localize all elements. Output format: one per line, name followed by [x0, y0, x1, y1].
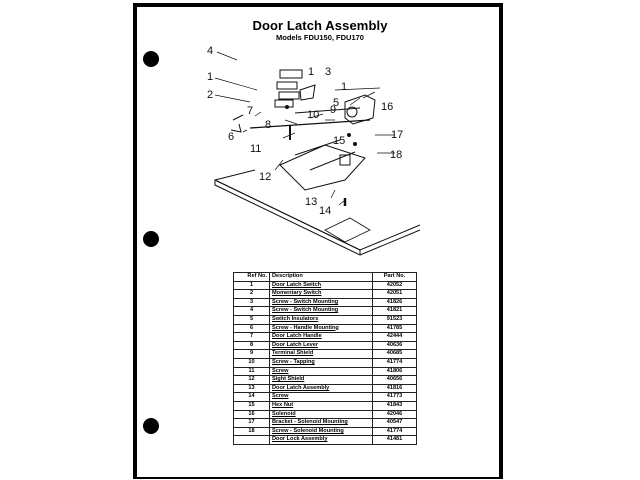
part-no-cell: 42052: [373, 281, 417, 290]
switch-part: [275, 100, 293, 107]
callout-1: 1: [308, 66, 315, 78]
table-row: [234, 419, 417, 428]
base-plate-outline: [215, 180, 420, 250]
callout-8: 8: [265, 119, 272, 131]
ref-no-cell: 8: [234, 341, 270, 350]
callout-13: 13: [305, 196, 318, 208]
part-no-cell: 42051: [373, 290, 417, 299]
terminal-shield: [295, 108, 360, 113]
page-subtitle: Models FDU150, FDU170: [276, 33, 364, 42]
description-cell: Terminal Shield: [270, 350, 373, 359]
table-row: [234, 315, 417, 324]
description-cell: Switch Insulators: [270, 315, 373, 324]
part-no-cell: 41826: [373, 298, 417, 307]
part-no-cell: 41843: [373, 401, 417, 410]
table-row: [234, 324, 417, 333]
ref-no-cell: 13: [234, 384, 270, 393]
ref-no-cell: 14: [234, 393, 270, 402]
description-cell: Screw - Solenoid Mounting: [270, 427, 373, 436]
ref-no-cell: 12: [234, 376, 270, 385]
ref-no-cell: 6: [234, 324, 270, 333]
table-header-row: [234, 273, 417, 282]
table-row: [234, 358, 417, 367]
latch-handle: [231, 115, 243, 132]
switch-part: [280, 70, 302, 78]
ref-no-cell: [234, 436, 270, 445]
header-description: Description: [270, 273, 373, 282]
description-cell: Door Latch Switch: [270, 281, 373, 290]
part-no-cell: 41773: [373, 393, 417, 402]
header-ref-no: Ref No.: [234, 273, 270, 282]
ref-no-cell: 3: [234, 298, 270, 307]
binder-hole: [143, 231, 159, 247]
ref-no-cell: 5: [234, 315, 270, 324]
description-cell: Door Lock Assembly: [270, 436, 373, 445]
part-no-cell: 41785: [373, 324, 417, 333]
ref-no-cell: 11: [234, 367, 270, 376]
ref-no-cell: 17: [234, 419, 270, 428]
ref-no-cell: 16: [234, 410, 270, 419]
callout-14: 14: [319, 205, 332, 217]
ref-no-cell: 10: [234, 358, 270, 367]
page-title: Door Latch Assembly: [252, 18, 388, 33]
callout-12: 12: [259, 171, 272, 183]
ref-no-cell: 9: [234, 350, 270, 359]
ref-no-cell: 7: [234, 333, 270, 342]
part-no-cell: 40547: [373, 419, 417, 428]
parts-table: [233, 272, 417, 445]
switch-part: [277, 82, 297, 89]
part-no-cell: 40636: [373, 341, 417, 350]
description-cell: Momentary Switch: [270, 290, 373, 299]
callout-1: 1: [207, 71, 214, 83]
description-cell: Screw - Handle Mounting: [270, 324, 373, 333]
part-no-cell: 91523: [373, 315, 417, 324]
description-cell: Sight Shield: [270, 376, 373, 385]
description-cell: Door Latch Assembly: [270, 384, 373, 393]
description-cell: Screw: [270, 393, 373, 402]
ref-no-cell: 1: [234, 281, 270, 290]
solenoid: [345, 95, 375, 124]
callout-4: 4: [207, 45, 214, 57]
table-row: [234, 367, 417, 376]
table-row: [234, 376, 417, 385]
callout-7: 7: [247, 105, 254, 117]
table-row: [234, 350, 417, 359]
description-cell: Hex Nut: [270, 401, 373, 410]
callout-17: 17: [391, 129, 404, 141]
ref-no-cell: 18: [234, 427, 270, 436]
callout-9: 9: [330, 104, 337, 116]
table-row: [234, 410, 417, 419]
part-no-cell: 42444: [373, 333, 417, 342]
callout-16: 16: [381, 101, 394, 113]
table-row: [234, 341, 417, 350]
plate-slot: [325, 218, 370, 242]
part-no-cell: 41774: [373, 427, 417, 436]
table-row: [234, 401, 417, 410]
table-row: [234, 384, 417, 393]
table-row: [234, 307, 417, 316]
callout-11: 11: [250, 143, 262, 155]
callout-15: 15: [333, 135, 346, 147]
description-cell: Door Latch Lever: [270, 341, 373, 350]
part-no-cell: 41481: [373, 436, 417, 445]
ref-no-cell: 4: [234, 307, 270, 316]
description-cell: Screw - Switch Mounting: [270, 307, 373, 316]
part-no-cell: 40656: [373, 376, 417, 385]
table-row: [234, 436, 417, 445]
binder-hole: [143, 418, 159, 434]
description-cell: Screw - Tapping: [270, 358, 373, 367]
description-cell: Door Latch Handle: [270, 333, 373, 342]
table-row: [234, 393, 417, 402]
table-row: [234, 281, 417, 290]
table-row: [234, 298, 417, 307]
description-cell: Solenoid: [270, 410, 373, 419]
table-row: [234, 290, 417, 299]
callout-5: 5: [333, 97, 340, 109]
ref-no-cell: 15: [234, 401, 270, 410]
part-no-cell: 41774: [373, 358, 417, 367]
table-row: [234, 333, 417, 342]
exploded-diagram: [195, 40, 465, 270]
callout-3: 3: [325, 66, 332, 78]
callout-2: 2: [207, 89, 214, 101]
switch-part: [300, 85, 315, 100]
ref-no-cell: 2: [234, 290, 270, 299]
description-cell: Screw: [270, 367, 373, 376]
part-no-cell: 41816: [373, 384, 417, 393]
header-part-no: Part No.: [373, 273, 417, 282]
description-cell: Screw - Switch Mounting: [270, 298, 373, 307]
description-cell: Bracket - Solenoid Mounting: [270, 419, 373, 428]
callout-6: 6: [228, 131, 235, 143]
latch-assembly: [280, 145, 365, 190]
binder-hole: [143, 51, 159, 67]
table-row: [234, 427, 417, 436]
base-plate-edge: [215, 170, 360, 255]
callout-1: 1: [341, 81, 348, 93]
part-no-cell: 40685: [373, 350, 417, 359]
switch-part: [279, 92, 299, 99]
part-no-cell: 41821: [373, 307, 417, 316]
part-no-cell: 41806: [373, 367, 417, 376]
callout-10: 10: [307, 109, 320, 121]
callout-18: 18: [390, 149, 403, 161]
part-no-cell: 42046: [373, 410, 417, 419]
